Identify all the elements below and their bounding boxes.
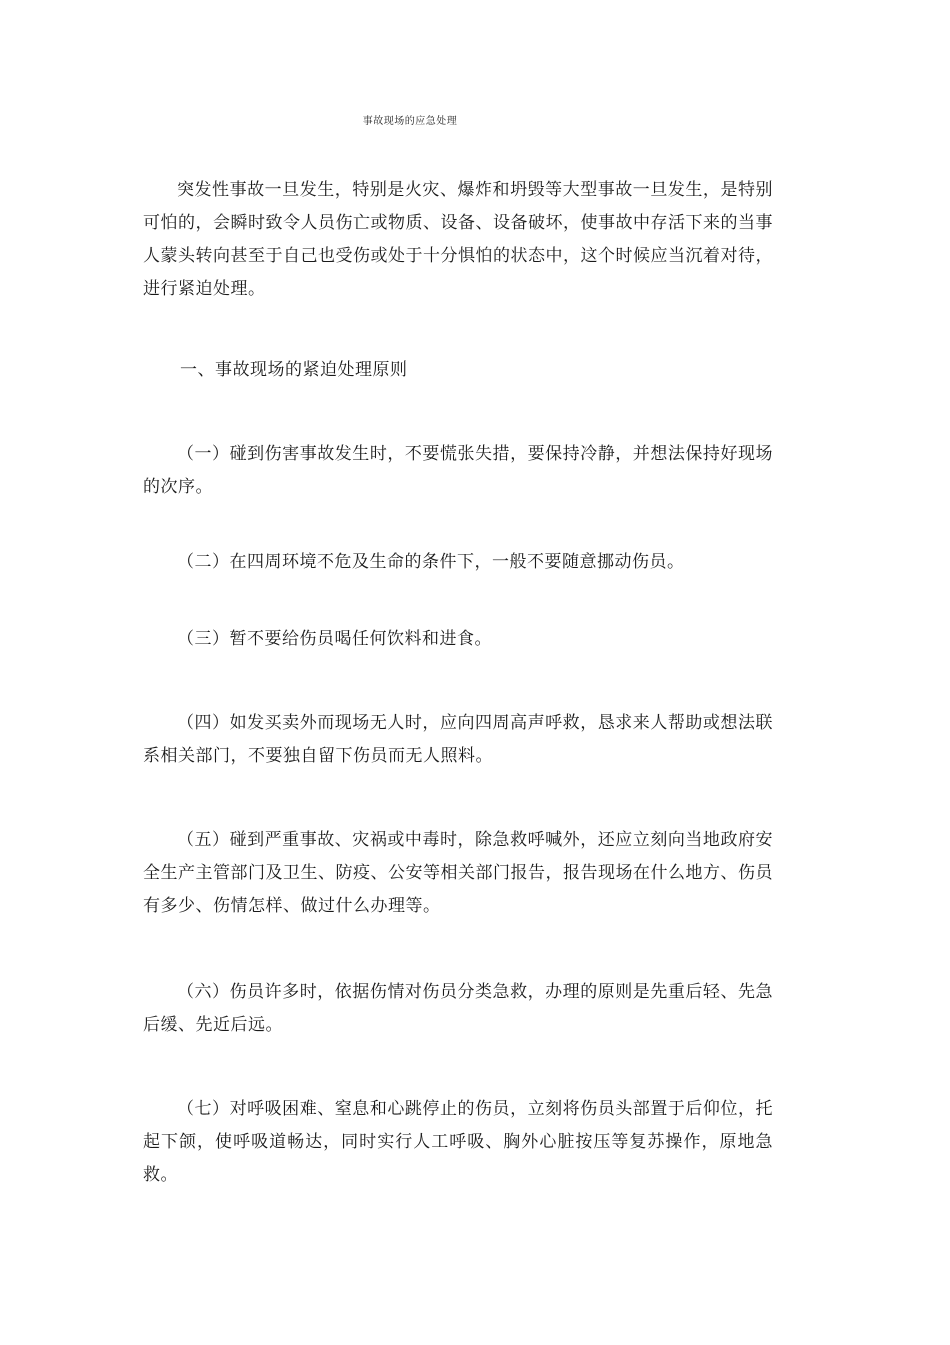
item-1 [143, 438, 773, 504]
item-3 [143, 623, 773, 656]
item-text: （一）碰到伤害事故发生时，不要慌张失措，要保持冷静，并想法保持好现场的次序。 [143, 444, 773, 497]
item-text: （六）伤员许多时，依据伤情对伤员分类急救，办理的原则是先重后轻、先急后缓、先近后远。 [143, 982, 773, 1035]
item-7 [143, 1093, 773, 1192]
document-title: 事故现场的应急处理 [362, 116, 458, 127]
intro-text: 突发性事故一旦发生，特别是火灾、爆炸和坍毁等大型事故一旦发生，是特别可怕的，会瞬时致令人员伤亡或物质、设备、设备破坏，使事故中存活下来的当事人蒙头转向甚至于自己也受伤或处于十分惧怕的状态中，这个时候应当沉着对待，进行紧迫处理。 [143, 180, 773, 299]
item-text: （七）对呼吸困难、窒息和心跳停止的伤员，立刻将伤员头部置于后仰位，托起下颌，使呼吸道畅达，同时实行人工呼吸、胸外心脏按压等复苏操作，原地急救。 [143, 1099, 773, 1185]
intro-paragraph [143, 174, 773, 306]
item-text: （二）在四周环境不危及生命的条件下，一般不要随意挪动伤员。 [177, 552, 685, 572]
section-heading: 一、事故现场的紧迫处理原则 [180, 360, 408, 380]
item-4 [143, 707, 773, 773]
item-6 [143, 976, 773, 1042]
item-text: （四）如发买卖外而现场无人时，应向四周高声呼救，恳求来人帮助或想法联系相关部门，不要独自留下伤员而无人照料。 [143, 713, 773, 766]
item-2 [143, 546, 773, 579]
item-text: （三）暂不要给伤员喝任何饮料和进食。 [177, 629, 492, 649]
item-5 [143, 824, 773, 923]
item-text: （五）碰到严重事故、灾祸或中毒时，除急救呼喊外，还应立刻向当地政府安全生产主管部门及卫生、防疫、公安等相关部门报告，报告现场在什么地方、伤员有多少、伤情怎样、做过什么办理等。 [143, 830, 773, 916]
